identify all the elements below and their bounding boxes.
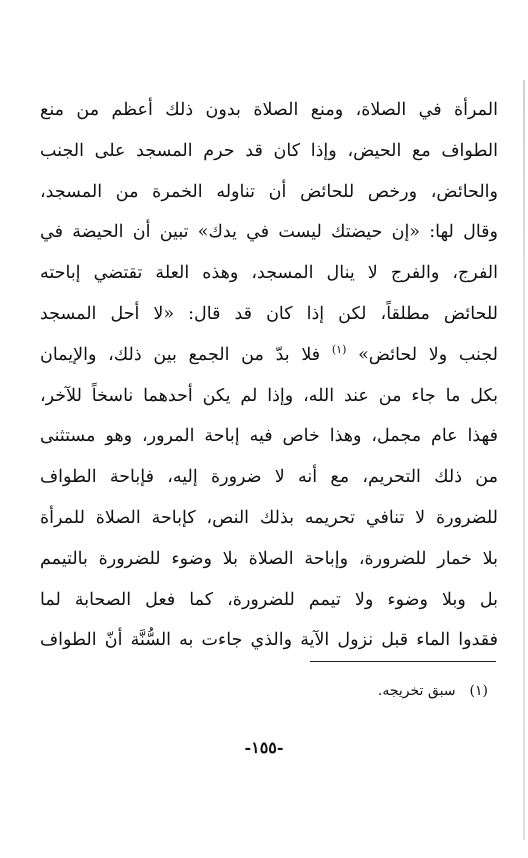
footnote-number: (١) [469, 683, 488, 699]
text-line-7-end: فلا بدّ من الجمع بين ذلك، والإيمان [40, 344, 321, 365]
text-line-2: الطواف مع الحيض، وإذا كان قد حرم المسجد على الجنب [40, 140, 498, 161]
text-line-13: بل وبلا وضوء ولا تيمم للضرورة، كما فعل الصحابة لما [40, 589, 498, 610]
text-line-4: وقال لها: «إن حيضتك ليست في يدك» تبين أن الحيضة في [40, 222, 498, 243]
text-line-9: فهذا عام مجمل، وهذا خاص فيه إباحة المرور، وهو مستثنى [40, 426, 498, 447]
footnote-separator [310, 661, 496, 662]
text-line-1: المرأة في الصلاة، ومنع الصلاة بدون ذلك أعظم من منع [40, 100, 498, 120]
footnote [378, 683, 488, 699]
text-line-6: للحائض مطلقاً، لكن إذا كان قد قال: «لا أحل المسجد [40, 303, 498, 324]
text-line-12: بلا خمار للضرورة، وإباحة الصلاة بلا وضوء للضرورة بالتيمم [40, 548, 498, 569]
text-line-11: للضرورة لا تنافي تحريمه بذلك النص، كإباحة الصلاة للمرأة [40, 507, 498, 528]
page-edge-shadow [523, 80, 525, 840]
text-line-10: من ذلك التحريم، مع أنه لا ضرورة إليه، فإباحة الطواف [40, 467, 498, 488]
text-line-7-start: لجنب ولا لحائض» [358, 344, 498, 365]
text-line-8: بكل ما جاء من عند الله، وإذا لم يكن أحدهما ناسخاً للآخر، [40, 385, 498, 406]
footnote-text: سبق تخريجه. [377, 683, 456, 699]
footnote-marker[interactable]: (١) [331, 342, 347, 356]
text-line-14: فقدوا الماء قبل نزول الآية والذي جاءت به السُّنَّة أنّ الطواف [40, 630, 498, 651]
main-text [40, 90, 498, 661]
text-line-7 [40, 335, 498, 376]
text-line-5: الفرج، والفرج لا ينال المسجد، وهذه العلة تقتضي إباحته [40, 263, 498, 284]
page-number: -١٥٥- [244, 738, 284, 757]
text-line-3: والحائض، ورخص للحائض أن تناوله الخمرة من المسجد، [40, 181, 498, 202]
